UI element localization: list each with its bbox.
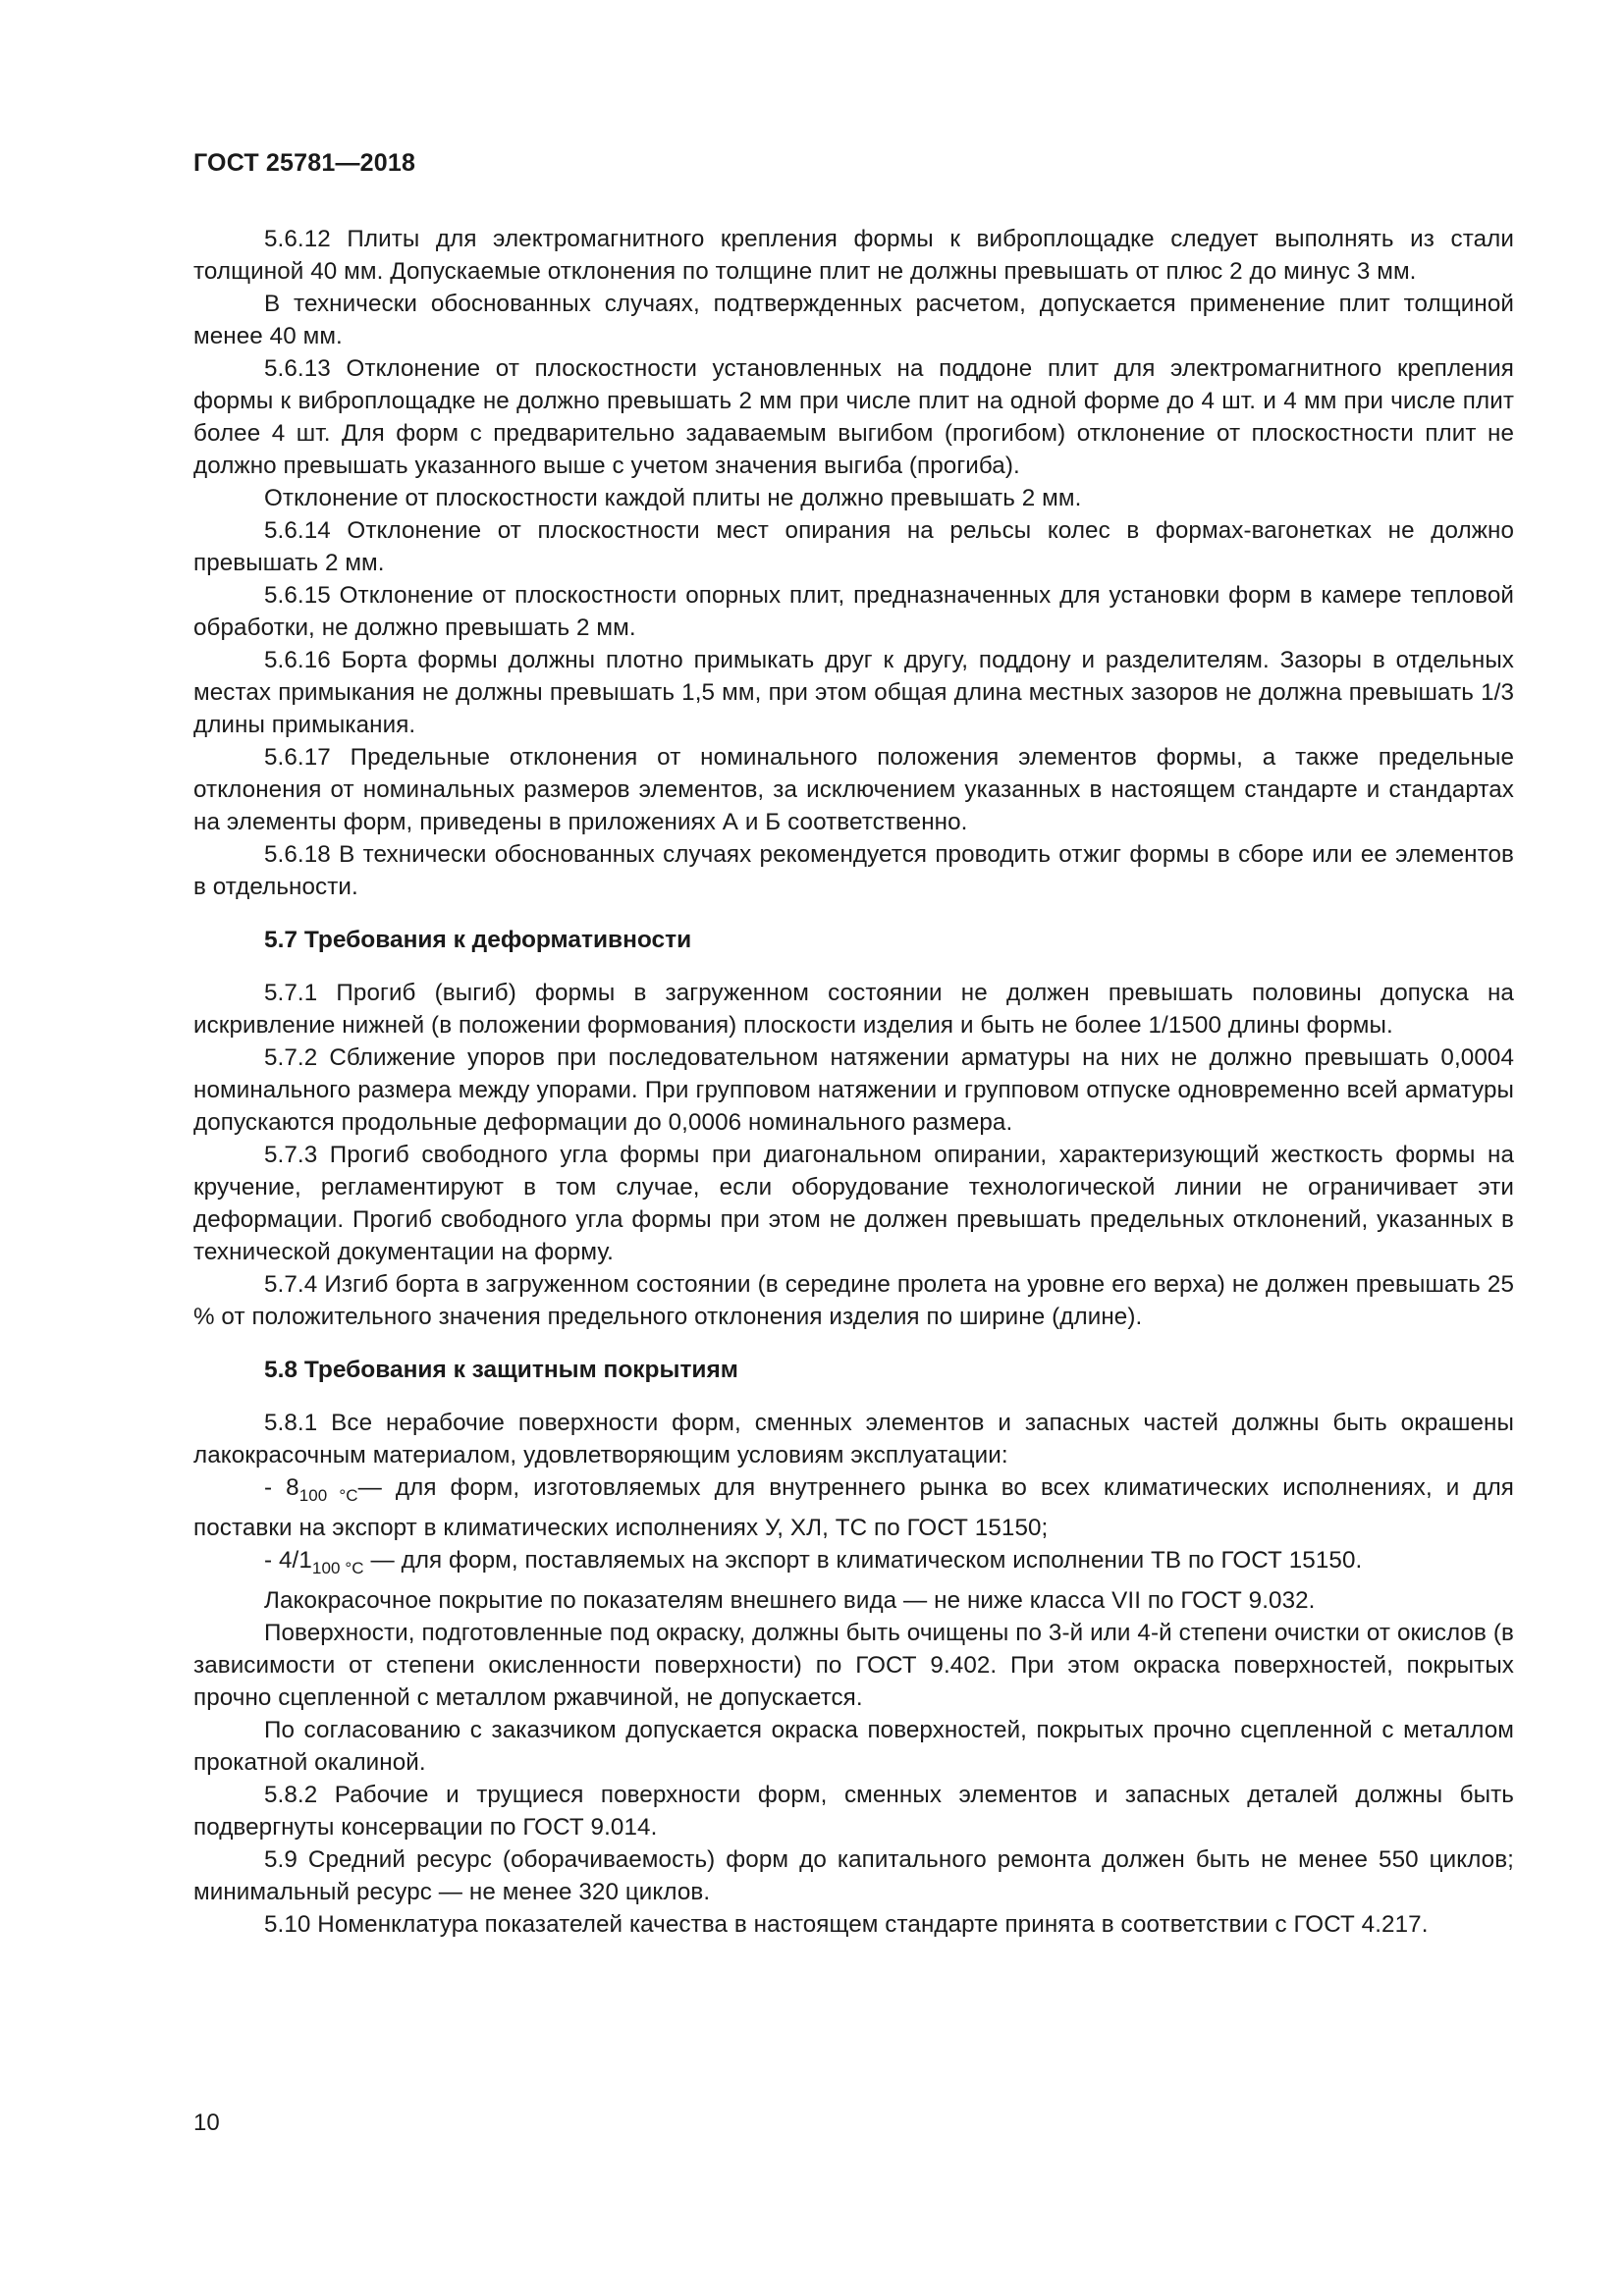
paragraph-5-6-12: 5.6.12 Плиты для электромагнитного крепления формы к виброплощадке следует выполнять из стали толщиной 40 мм. Допускаемые отклонения по толщине плит не должны превышать от плюс 2 до минус 3 мм. [193,226,1514,285]
paragraph-5-8-1: 5.8.1 Все нерабочие поверхности форм, сменных элементов и запасных частей должны быть окрашены лакокрасочным материалом, удовлетворяющим условиям эксплуатации: [193,1410,1514,1468]
paragraph-surface-prep: Поверхности, подготовленные под окраску, должны быть очищены по 3-й или 4-й степени очистки от окислов (в зависимости от степени окисленности поверхности) по ГОСТ 9.402. При этом окраска поверхностей, покрытых прочно сцепленной с металлом ржавчиной, не допускается. [193,1620,1514,1711]
paragraph-5-10: 5.10 Номенклатура показателей качества в настоящем стандарте принята в соответствии с ГОСТ 4.217. [264,1911,1429,1938]
paragraph-5-6-17: 5.6.17 Предельные отклонения от номинального положения элементов формы, а также предельные отклонения от номинальных размеров элементов, за исключением указанных в настоящем стандарте и стандартах на элементы форм, приведены в приложениях А и Б соответственно. [193,744,1514,835]
paragraph-5-6-13-note: Отклонение от плоскостности каждой плиты не должно превышать 2 мм. [264,485,1082,511]
coating-item-1 [193,1471,1514,1544]
paragraph-5-6-14: 5.6.14 Отклонение от плоскостности мест опирания на рельсы колес в формах-вагонетках не должно превышать 2 мм. [193,517,1514,576]
coating-item-1-text: — для форм, изготовляемых для внутреннего рынка во всех климатических исполнениях, и для поставки на экспорт в климатических исполнениях У, ХЛ, ТС по ГОСТ 15150; [193,1474,1515,1541]
paragraph-5-6-13: 5.6.13 Отклонение от плоскостности установленных на поддоне плит для электромагнитного крепления формы к виброплощадке не должно превышать 2 мм при числе плит на одной форме до 4 шт. и 4 мм при числе плит более 4 шт. Для форм с предварительно задаваемым выгибом (прогибом) отклонение от плоскостности плит не должно превышать указанного выше с учетом значения выгиба (прогиба). [193,355,1514,479]
page-number: 10 [193,2109,220,2136]
paragraph-5-7-4: 5.7.4 Изгиб борта в загруженном состоянии (в середине пролета на уровне его верха) не должен превышать 25 % от положительного значения предельного отклонения изделия по ширине (длине). [193,1271,1514,1330]
paragraph-5-6-15: 5.6.15 Отклонение от плоскостности опорных плит, предназначенных для установки форм в камере тепловой обработки, не должно превышать 2 мм. [193,582,1514,641]
paragraph-customer-agreement: По согласованию с заказчиком допускается окраска поверхностей, покрытых прочно сцепленной с металлом прокатной окалиной. [193,1717,1514,1776]
paragraph-coating-class: Лакокрасочное покрытие по показателям внешнего вида — не ниже класса VII по ГОСТ 9.032. [264,1587,1316,1614]
section-title-5-8: 5.8 Требования к защитным покрытиям [264,1357,738,1383]
coating-item-1-subscript: 100 °С [298,1486,358,1505]
paragraph-5-7-2: 5.7.2 Сближение упоров при последовательном натяжении арматуры на них не должно превышать 0,0004 номинального размера между упорами. При групповом натяжении и групповом отпуске одновременно всей арматуры допускаются продольные деформации до 0,0006 номинального размера. [193,1044,1514,1136]
paragraph-5-6-12-note: В технически обоснованных случаях, подтвержденных расчетом, допускается применение плит толщиной менее 40 мм. [193,291,1514,349]
document-body [193,223,1514,1941]
document-code: ГОСТ 25781—2018 [193,149,416,177]
coating-item-2-subscript: 100 °С [311,1559,364,1577]
paragraph-5-9: 5.9 Средний ресурс (оборачиваемость) форм до капитального ремонта должен быть не менее 550 циклов; минимальный ресурс — не менее 320 циклов. [193,1846,1514,1905]
coating-item-2 [193,1544,1514,1584]
paragraph-5-8-2: 5.8.2 Рабочие и трущиеся поверхности форм, сменных элементов и запасных деталей должны быть подвергнуты консервации по ГОСТ 9.014. [193,1782,1514,1841]
coating-item-2-text: — для форм, поставляемых на экспорт в климатическом исполнении ТВ по ГОСТ 15150. [363,1547,1363,1574]
paragraph-5-7-1: 5.7.1 Прогиб (выгиб) формы в загруженном состоянии не должен превышать половины допуска на искривление нижней (в положении формования) плоскости изделия и быть не более 1/1500 длины формы. [193,980,1514,1039]
paragraph-5-6-18: 5.6.18 В технически обоснованных случаях рекомендуется проводить отжиг формы в сборе или ее элементов в отдельности. [193,841,1514,900]
coating-item-2-prefix: - 4/1 [264,1547,312,1574]
paragraph-5-7-3: 5.7.3 Прогиб свободного угла формы при диагональном опирании, характеризующий жесткость формы на кручение, регламентируют в том случае, если оборудование технологической линии не ограничивает эти деформации. Прогиб свободного угла формы при этом не должен превышать предельных отклонений, указанных в технической документации на форму. [193,1142,1514,1265]
paragraph-5-6-16: 5.6.16 Борта формы должны плотно примыкать друг к другу, поддону и разделителям. Зазоры в отдельных местах примыкания не должны превышать 1,5 мм, при этом общая длина местных зазоров не должна превышать 1/3 длины примыкания. [193,647,1514,738]
coating-item-1-prefix: - 8 [264,1474,299,1501]
section-title-5-7: 5.7 Требования к деформативности [264,927,692,953]
